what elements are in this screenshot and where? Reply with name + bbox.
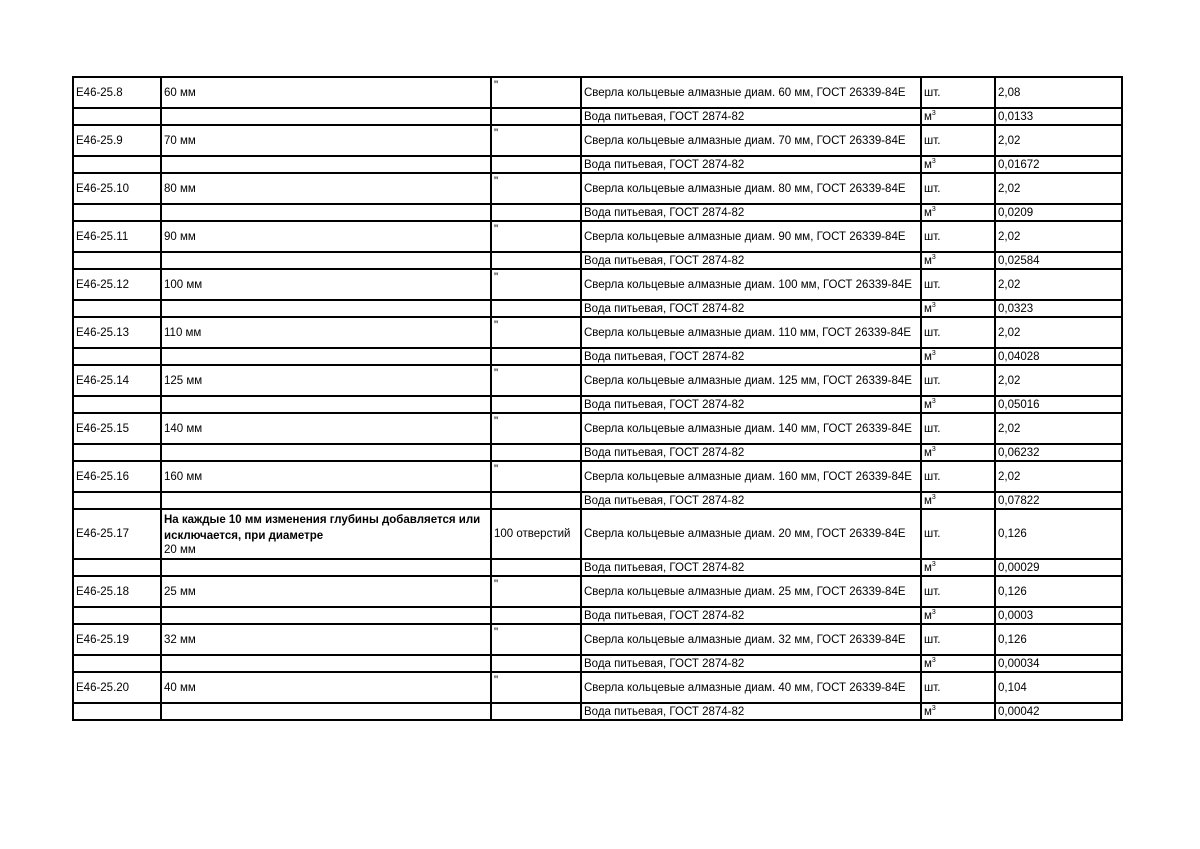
cell-code: Е46-25.14	[73, 365, 161, 396]
cell-quantity: 2,02	[995, 365, 1122, 396]
cell-resource-unit	[921, 300, 995, 317]
cell-name	[161, 655, 491, 672]
table-row-resource	[73, 703, 1122, 720]
cell-unit: 100 отверстий	[491, 509, 581, 559]
resource-unit-text: м	[924, 398, 932, 411]
cell-resource-unit	[921, 703, 995, 720]
cell-quantity: 0,126	[995, 576, 1122, 607]
resource-unit-exponent: 3	[931, 560, 936, 568]
cell-unit	[491, 348, 581, 365]
resource-unit-text: шт.	[924, 528, 941, 540]
cell-code: Е46-25.19	[73, 624, 161, 655]
cell-name: 125 мм	[161, 365, 491, 396]
cell-resource: Сверла кольцевые алмазные диам. 90 мм, ГОСТ 26339-84Е	[581, 221, 921, 252]
cell-unit: "	[491, 77, 581, 108]
cell-resource: Сверла кольцевые алмазные диам. 160 мм, ГОСТ 26339-84Е	[581, 461, 921, 492]
cell-code	[73, 655, 161, 672]
cell-unit: "	[491, 125, 581, 156]
table-row-resource	[73, 204, 1122, 221]
cell-name-heading: На каждые 10 мм изменения глубины добавляется или исключается, при диаметре	[164, 514, 481, 542]
cell-name	[161, 348, 491, 365]
cell-unit: "	[491, 624, 581, 655]
cell-quantity: 0,00029	[995, 559, 1122, 576]
table-row-norm	[73, 125, 1122, 156]
norms-table	[72, 76, 1123, 721]
cell-resource-unit	[921, 125, 995, 156]
cell-resource-unit	[921, 461, 995, 492]
cell-resource: Вода питьевая, ГОСТ 2874-82	[581, 348, 921, 365]
resource-unit-exponent: 3	[931, 349, 936, 357]
cell-unit	[491, 492, 581, 509]
cell-quantity: 2,02	[995, 221, 1122, 252]
table-row-norm	[73, 173, 1122, 204]
table-row-norm	[73, 576, 1122, 607]
resource-unit-text: шт.	[924, 681, 941, 694]
cell-quantity: 0,0209	[995, 204, 1122, 221]
cell-quantity: 0,04028	[995, 348, 1122, 365]
cell-name	[161, 204, 491, 221]
cell-resource: Вода питьевая, ГОСТ 2874-82	[581, 559, 921, 576]
cell-resource: Сверла кольцевые алмазные диам. 25 мм, ГОСТ 26339-84Е	[581, 576, 921, 607]
cell-code: Е46-25.10	[73, 173, 161, 204]
cell-quantity: 0,126	[995, 624, 1122, 655]
table-row-norm	[73, 672, 1122, 703]
cell-code	[73, 156, 161, 173]
cell-code	[73, 108, 161, 125]
cell-name	[161, 396, 491, 413]
cell-resource-unit	[921, 108, 995, 125]
resource-unit-exponent: 3	[931, 157, 936, 165]
cell-resource: Вода питьевая, ГОСТ 2874-82	[581, 300, 921, 317]
resource-unit-text: м	[924, 494, 932, 507]
cell-quantity: 0,0003	[995, 607, 1122, 624]
resource-unit-text: шт.	[924, 134, 941, 147]
cell-resource-unit	[921, 173, 995, 204]
cell-unit: "	[491, 576, 581, 607]
cell-code: Е46-25.8	[73, 77, 161, 108]
cell-resource: Вода питьевая, ГОСТ 2874-82	[581, 396, 921, 413]
cell-code	[73, 559, 161, 576]
cell-resource-unit	[921, 624, 995, 655]
table-row-resource	[73, 252, 1122, 269]
resource-unit-text: шт.	[924, 182, 941, 195]
cell-resource: Вода питьевая, ГОСТ 2874-82	[581, 252, 921, 269]
cell-unit: "	[491, 413, 581, 444]
resource-unit-exponent: 3	[931, 397, 936, 405]
cell-quantity: 0,00042	[995, 703, 1122, 720]
cell-resource-unit	[921, 509, 995, 559]
cell-resource-unit	[921, 492, 995, 509]
table-row-resource	[73, 655, 1122, 672]
cell-quantity: 2,02	[995, 125, 1122, 156]
cell-resource: Вода питьевая, ГОСТ 2874-82	[581, 444, 921, 461]
cell-resource: Вода питьевая, ГОСТ 2874-82	[581, 492, 921, 509]
cell-resource-unit	[921, 221, 995, 252]
cell-unit	[491, 108, 581, 125]
cell-unit	[491, 607, 581, 624]
cell-resource-unit	[921, 672, 995, 703]
cell-resource: Сверла кольцевые алмазные диам. 40 мм, ГОСТ 26339-84Е	[581, 672, 921, 703]
table-row-norm	[73, 461, 1122, 492]
cell-resource: Сверла кольцевые алмазные диам. 140 мм, ГОСТ 26339-84Е	[581, 413, 921, 444]
cell-name-text: 20 мм	[164, 544, 196, 556]
cell-quantity: 2,02	[995, 173, 1122, 204]
cell-name	[161, 703, 491, 720]
resource-unit-text: шт.	[924, 633, 941, 646]
cell-resource-unit	[921, 77, 995, 108]
cell-resource-unit	[921, 559, 995, 576]
cell-code	[73, 348, 161, 365]
resource-unit-text: шт.	[924, 470, 941, 483]
cell-resource-unit	[921, 365, 995, 396]
cell-code: Е46-25.12	[73, 269, 161, 300]
cell-unit: "	[491, 461, 581, 492]
table-row-resource	[73, 492, 1122, 509]
cell-name: 40 мм	[161, 672, 491, 703]
resource-unit-text: м	[924, 609, 932, 622]
cell-name	[161, 108, 491, 125]
resource-unit-text: шт.	[924, 422, 941, 435]
norms-sheet	[72, 76, 1123, 721]
cell-name: 80 мм	[161, 173, 491, 204]
cell-quantity: 2,02	[995, 269, 1122, 300]
cell-resource: Вода питьевая, ГОСТ 2874-82	[581, 655, 921, 672]
resource-unit-text: м	[924, 350, 932, 363]
table-row-norm	[73, 269, 1122, 300]
cell-quantity: 2,02	[995, 413, 1122, 444]
cell-resource: Сверла кольцевые алмазные диам. 80 мм, ГОСТ 26339-84Е	[581, 173, 921, 204]
table-row-resource	[73, 300, 1122, 317]
table-row-norm	[73, 317, 1122, 348]
cell-name	[161, 252, 491, 269]
table-row-resource	[73, 108, 1122, 125]
cell-resource: Вода питьевая, ГОСТ 2874-82	[581, 607, 921, 624]
cell-unit	[491, 300, 581, 317]
cell-unit	[491, 703, 581, 720]
cell-name	[161, 156, 491, 173]
cell-code	[73, 252, 161, 269]
cell-name	[161, 607, 491, 624]
cell-name: 100 мм	[161, 269, 491, 300]
cell-resource-unit	[921, 348, 995, 365]
cell-name: 32 мм	[161, 624, 491, 655]
cell-code: Е46-25.17	[73, 509, 161, 559]
cell-resource: Сверла кольцевые алмазные диам. 60 мм, ГОСТ 26339-84Е	[581, 77, 921, 108]
cell-code: Е46-25.20	[73, 672, 161, 703]
cell-quantity: 0,0133	[995, 108, 1122, 125]
cell-unit: "	[491, 269, 581, 300]
table-row-resource	[73, 607, 1122, 624]
cell-resource: Сверла кольцевые алмазные диам. 110 мм, ГОСТ 26339-84Е	[581, 317, 921, 348]
resource-unit-exponent: 3	[931, 205, 936, 213]
table-row-resource	[73, 156, 1122, 173]
cell-code: Е46-25.11	[73, 221, 161, 252]
cell-resource-unit	[921, 252, 995, 269]
cell-name: 60 мм	[161, 77, 491, 108]
cell-resource-unit	[921, 413, 995, 444]
cell-unit	[491, 204, 581, 221]
resource-unit-text: м	[924, 254, 932, 267]
table-row-norm	[73, 413, 1122, 444]
cell-unit: "	[491, 173, 581, 204]
cell-name: 160 мм	[161, 461, 491, 492]
resource-unit-exponent: 3	[931, 109, 936, 117]
cell-unit: "	[491, 365, 581, 396]
cell-resource: Вода питьевая, ГОСТ 2874-82	[581, 156, 921, 173]
cell-code: Е46-25.15	[73, 413, 161, 444]
cell-unit	[491, 559, 581, 576]
resource-unit-text: м	[924, 705, 932, 718]
resource-unit-text: м	[924, 446, 932, 459]
cell-resource-unit	[921, 317, 995, 348]
cell-unit: "	[491, 317, 581, 348]
resource-unit-text: шт.	[924, 585, 941, 598]
cell-resource: Сверла кольцевые алмазные диам. 70 мм, ГОСТ 26339-84Е	[581, 125, 921, 156]
table-row-resource	[73, 444, 1122, 461]
cell-name	[161, 300, 491, 317]
table-row-norm	[73, 221, 1122, 252]
cell-code	[73, 492, 161, 509]
cell-quantity: 0,06232	[995, 444, 1122, 461]
norms-table-body	[73, 77, 1122, 720]
cell-unit	[491, 655, 581, 672]
cell-unit: "	[491, 672, 581, 703]
cell-code: Е46-25.16	[73, 461, 161, 492]
cell-code	[73, 607, 161, 624]
cell-resource: Сверла кольцевые алмазные диам. 100 мм, ГОСТ 26339-84Е	[581, 269, 921, 300]
resource-unit-text: м	[924, 110, 932, 123]
cell-quantity: 0,00034	[995, 655, 1122, 672]
cell-resource: Сверла кольцевые алмазные диам. 32 мм, ГОСТ 26339-84Е	[581, 624, 921, 655]
cell-code	[73, 204, 161, 221]
table-row-norm	[73, 509, 1122, 559]
resource-unit-text: м	[924, 561, 932, 574]
cell-unit	[491, 396, 581, 413]
cell-resource-unit	[921, 204, 995, 221]
resource-unit-exponent: 3	[931, 445, 936, 453]
cell-resource-unit	[921, 576, 995, 607]
cell-unit	[491, 156, 581, 173]
cell-name	[161, 509, 491, 559]
resource-unit-text: шт.	[924, 374, 941, 387]
cell-resource: Вода питьевая, ГОСТ 2874-82	[581, 703, 921, 720]
cell-resource-unit	[921, 156, 995, 173]
cell-code	[73, 444, 161, 461]
resource-unit-text: шт.	[924, 278, 941, 291]
cell-quantity: 2,02	[995, 317, 1122, 348]
cell-code: Е46-25.13	[73, 317, 161, 348]
resource-unit-text: м	[924, 206, 932, 219]
cell-resource: Сверла кольцевые алмазные диам. 20 мм, ГОСТ 26339-84Е	[581, 509, 921, 559]
resource-unit-text: м	[924, 657, 932, 670]
cell-quantity: 0,07822	[995, 492, 1122, 509]
resource-unit-exponent: 3	[931, 493, 936, 501]
cell-unit	[491, 444, 581, 461]
cell-quantity: 0,05016	[995, 396, 1122, 413]
table-row-norm	[73, 365, 1122, 396]
cell-code	[73, 300, 161, 317]
table-row-norm	[73, 77, 1122, 108]
resource-unit-exponent: 3	[931, 253, 936, 261]
resource-unit-text: шт.	[924, 326, 941, 339]
cell-name: 25 мм	[161, 576, 491, 607]
cell-quantity: 0,0323	[995, 300, 1122, 317]
cell-quantity: 2,08	[995, 77, 1122, 108]
cell-quantity: 2,02	[995, 461, 1122, 492]
cell-resource: Вода питьевая, ГОСТ 2874-82	[581, 204, 921, 221]
resource-unit-text: шт.	[924, 230, 941, 243]
cell-name	[161, 492, 491, 509]
cell-resource-unit	[921, 269, 995, 300]
cell-resource: Вода питьевая, ГОСТ 2874-82	[581, 108, 921, 125]
cell-unit: "	[491, 221, 581, 252]
cell-resource-unit	[921, 444, 995, 461]
cell-quantity: 0,104	[995, 672, 1122, 703]
resource-unit-text: м	[924, 158, 932, 171]
table-row-resource	[73, 559, 1122, 576]
cell-quantity: 0,126	[995, 509, 1122, 559]
cell-quantity: 0,01672	[995, 156, 1122, 173]
cell-resource-unit	[921, 607, 995, 624]
cell-name: 70 мм	[161, 125, 491, 156]
cell-code: Е46-25.9	[73, 125, 161, 156]
cell-resource: Сверла кольцевые алмазные диам. 125 мм, ГОСТ 26339-84Е	[581, 365, 921, 396]
cell-name: 90 мм	[161, 221, 491, 252]
cell-name: 110 мм	[161, 317, 491, 348]
table-row-norm	[73, 624, 1122, 655]
cell-name: 140 мм	[161, 413, 491, 444]
cell-name	[161, 444, 491, 461]
resource-unit-exponent: 3	[931, 301, 936, 309]
cell-resource-unit	[921, 396, 995, 413]
table-row-resource	[73, 348, 1122, 365]
resource-unit-text: шт.	[924, 86, 941, 99]
table-row-resource	[73, 396, 1122, 413]
cell-unit	[491, 252, 581, 269]
cell-code	[73, 396, 161, 413]
resource-unit-exponent: 3	[931, 704, 936, 712]
cell-code: Е46-25.18	[73, 576, 161, 607]
cell-quantity: 0,02584	[995, 252, 1122, 269]
resource-unit-exponent: 3	[931, 608, 936, 616]
cell-code	[73, 703, 161, 720]
cell-name	[161, 559, 491, 576]
resource-unit-exponent: 3	[931, 656, 936, 664]
cell-resource-unit	[921, 655, 995, 672]
resource-unit-text: м	[924, 302, 932, 315]
